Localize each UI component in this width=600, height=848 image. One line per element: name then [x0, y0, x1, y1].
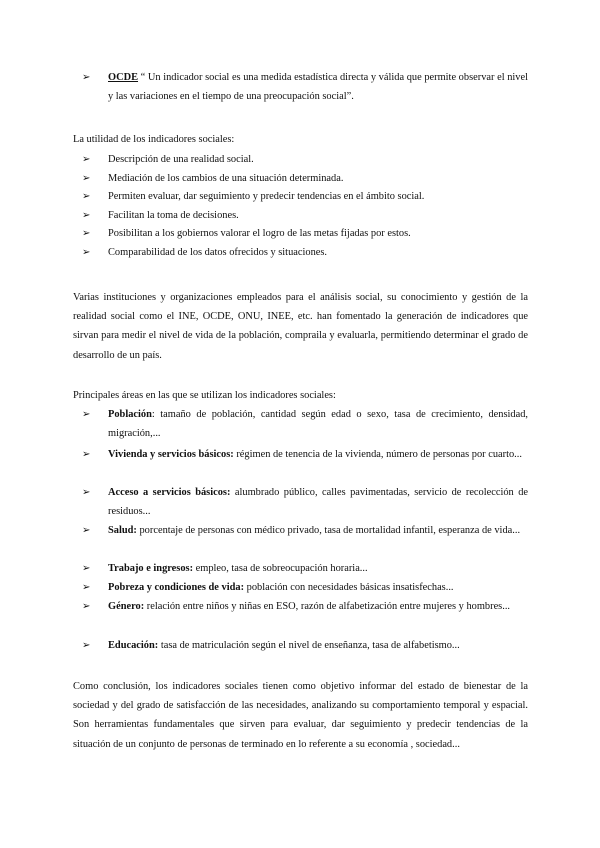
intro-term: OCDE: [108, 72, 139, 83]
area-description: relación entre niños y niñas en ESO, razón de alfabetización entre mujeres y hombres...: [144, 601, 511, 612]
intro-bullet: [84, 68, 528, 106]
area-term: Género:: [108, 601, 145, 612]
area-term: Pobreza y condiciones de vida:: [108, 582, 245, 593]
areas-heading: Principales áreas en las que se utilizan los indicadores sociales:: [73, 390, 336, 401]
utility-item: [84, 169, 528, 188]
arrow-bullet-icon: ➢: [82, 172, 91, 184]
area-item: [84, 578, 528, 597]
arrow-bullet-icon: ➢: [82, 601, 91, 612]
arrow-bullet-icon: ➢: [82, 154, 91, 165]
arrow-bullet-icon: ➢: [82, 487, 91, 498]
area-item: [84, 636, 528, 655]
arrow-bullet-icon: ➢: [82, 72, 91, 83]
area-item: [84, 597, 528, 616]
area-item: [84, 521, 528, 540]
intro-definition: “ Un indicador social es una medida estadística directa y válida que permite observar el nivel y las variaciones en el tiempo de una preocupación social”.: [108, 72, 528, 102]
utility-item: [84, 206, 528, 225]
area-description: régimen de tenencia de la vivienda, número de personas por cuarto...: [233, 449, 522, 460]
area-term: Salud:: [108, 525, 137, 536]
arrow-bullet-icon: ➢: [82, 246, 91, 258]
area-term: Población: [108, 409, 152, 420]
area-description: población con necesidades básicas insatisfechas...: [244, 582, 454, 593]
utility-item: [84, 150, 528, 169]
utility-item-text: Descripción de una realidad social.: [108, 154, 254, 165]
arrow-bullet-icon: ➢: [82, 409, 91, 420]
utility-item-text: Mediación de los cambios de una situación determinada.: [108, 172, 344, 184]
area-item: [84, 405, 528, 443]
area-description: alumbrado público, calles pavimentadas, servicio de recolección de residuos...: [108, 487, 528, 517]
area-item: [84, 559, 528, 578]
area-description: porcentaje de personas con médico privado, tasa de mortalidad infantil, esperanza de vida...: [136, 525, 521, 536]
paragraph-conclusion: Como conclusión, los indicadores sociales tienen como objetivo informar del estado de bienestar de la sociedad y del grado de satisfacción de las necesidades, analizando su comportamiento temporal y espacial. Son herramientas fundamentales que sirven para evaluar, dar seguimiento y predecir tendencias de la situación de un conjunto de personas de terminado en lo referente a su economía , sociedad...: [73, 681, 528, 750]
utility-item-text: Permiten evaluar, dar seguimiento y predecir tendencias en el ámbito social.: [108, 191, 425, 202]
area-description: tasa de matriculación según el nivel de enseñanza, tasa de alfabetismo...: [158, 640, 460, 651]
arrow-bullet-icon: ➢: [82, 209, 91, 221]
area-description: : tamaño de población, cantidad según edad o sexo, tasa de crecimiento, densidad, migración,...: [108, 409, 528, 439]
arrow-bullet-icon: ➢: [82, 582, 91, 593]
arrow-bullet-icon: ➢: [82, 525, 91, 536]
area-description: empleo, tasa de sobreocupación horaria...: [193, 563, 368, 574]
utility-item-text: Comparabilidad de los datos ofrecidos y situaciones.: [108, 246, 328, 258]
utility-item: [84, 187, 528, 206]
utility-item: [84, 224, 528, 243]
arrow-bullet-icon: ➢: [82, 228, 91, 239]
area-term: Vivienda y servicios básicos:: [108, 449, 234, 460]
intro-bullet-text: [108, 68, 528, 106]
area-term: Educación:: [108, 640, 159, 651]
utility-item-text: Facilitan la toma de decisiones.: [108, 209, 239, 221]
paragraph-institutions: Varias instituciones y organizaciones empleados para el análisis social, su conocimiento y gestión de la realidad social como el INE, OCDE, ONU, INEE, etc. han fomentado la generación de indicadores que sirvan para medir el nivel de vida de la población, compraila y evaluarla, permitiendo determinar el grado de desarrollo de un país.: [73, 292, 528, 361]
arrow-bullet-icon: ➢: [82, 449, 91, 460]
arrow-bullet-icon: ➢: [82, 640, 91, 651]
utility-item: [84, 243, 528, 262]
arrow-bullet-icon: ➢: [82, 191, 91, 202]
area-term: Trabajo e ingresos:: [108, 563, 194, 574]
arrow-bullet-icon: ➢: [82, 563, 91, 574]
utility-heading: La utilidad de los indicadores sociales:: [73, 134, 235, 145]
area-item: [84, 445, 528, 464]
area-term: Acceso a servicios básicos:: [108, 487, 231, 498]
utility-item-text: Posibilitan a los gobiernos valorar el logro de las metas fijadas por estos.: [108, 228, 411, 239]
area-item: [84, 483, 528, 521]
